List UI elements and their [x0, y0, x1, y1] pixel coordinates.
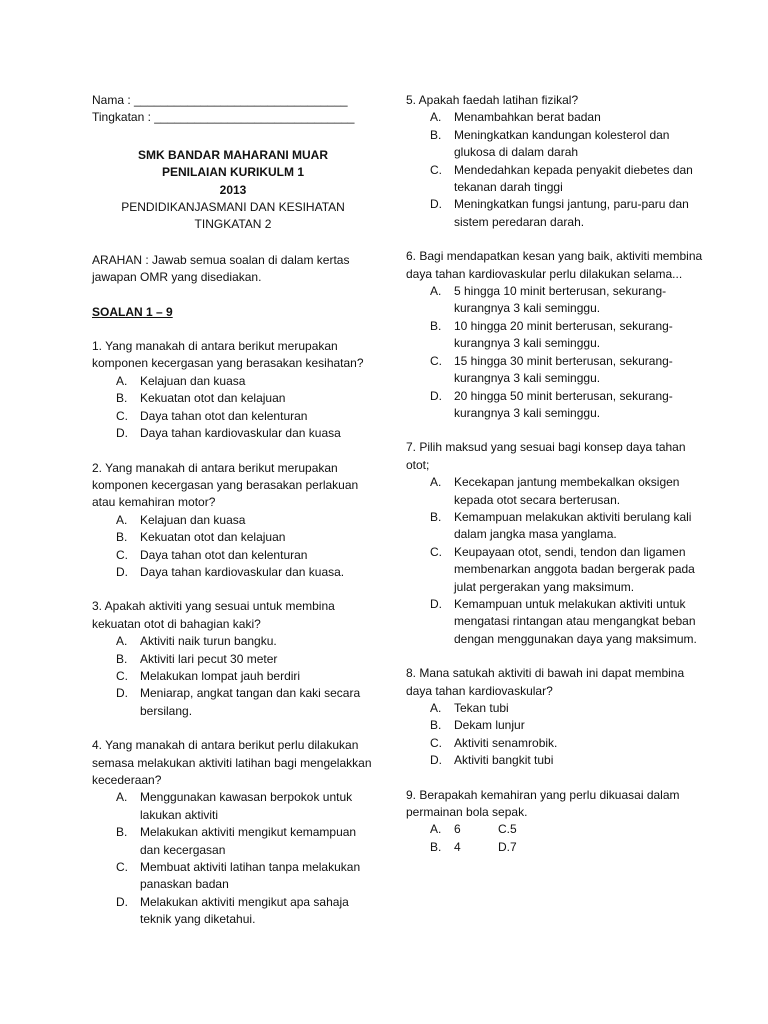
question-4	[92, 737, 374, 928]
question-stem: 4. Yang manakah di antara berikut perlu dilakukan semasa melakukan aktiviti latihan bagi mengelakkan kecederaan?	[92, 738, 372, 787]
option-text: Daya tahan kardiovaskular dan kuasa.	[140, 564, 345, 579]
option-text: Kekuatan otot dan kelajuan	[140, 391, 286, 406]
option-text: Daya tahan otot dan kelenturan	[140, 408, 308, 423]
option-letter: A.	[116, 790, 128, 805]
option-letter: B.	[430, 127, 442, 142]
option-text: Kecekapan jantung membekalkan oksigen kepada otot secara berterusan.	[454, 475, 680, 507]
school-name: SMK BANDAR MAHARANI MUAR	[138, 147, 328, 162]
question-stem: 3. Apakah aktiviti yang sesuai untuk membina kekuatan otot di bahagian kaki?	[92, 599, 335, 631]
option	[406, 283, 706, 318]
question-5	[406, 92, 706, 231]
option-letter: D.	[116, 564, 128, 579]
option	[406, 353, 706, 388]
option-text: 5 hingga 10 minit berterusan, sekurang-kurangnya 3 kali seminggu.	[454, 284, 667, 316]
option-text: 4	[454, 839, 461, 854]
option-text: Menggunakan kawasan berpokok untuk lakukan aktiviti	[140, 790, 353, 822]
exam-name: PENILAIAN KURIKULM 1	[161, 165, 304, 180]
option-text: 20 hingga 50 minit berterusan, sekurang-kurangnya 3 kali seminggu.	[454, 388, 673, 420]
option	[92, 373, 374, 390]
option	[406, 596, 706, 648]
option-letter: A.	[116, 634, 128, 649]
option-text: Aktiviti lari pecut 30 meter	[140, 651, 278, 666]
option-letter: B.	[430, 318, 442, 333]
option	[92, 789, 374, 824]
question-stem: 9. Berapakah kemahiran yang perlu dikuasai dalam permainan bola sepak.	[406, 787, 680, 820]
question-stem: 7. Pilih maksud yang sesuai bagi konsep daya tahan otot;	[406, 440, 686, 472]
option	[406, 700, 706, 717]
option-text: Daya tahan kardiovaskular dan kuasa	[140, 426, 341, 441]
option-text: Daya tahan otot dan kelenturan	[140, 547, 308, 562]
option	[92, 894, 374, 929]
option-text: Kekuatan otot dan kelajuan	[140, 530, 286, 545]
option-text: Melakukan aktiviti mengikut kemampuan dan kecergasan	[140, 825, 357, 857]
option-letter: D.7	[498, 839, 517, 854]
option-letter: D.	[116, 894, 128, 909]
option	[406, 474, 706, 509]
option-text: Kemampuan melakukan aktiviti berulang kali dalam jangka masa yanglama.	[454, 509, 692, 542]
option	[92, 529, 374, 546]
option-letter: A.	[116, 373, 128, 388]
section-title: SOALAN 1 – 9	[92, 304, 173, 319]
form-field: Tingkatan : ______________________________	[92, 110, 355, 125]
option-letter: A.	[430, 110, 442, 125]
option-letter: D.	[116, 426, 128, 441]
option-text: Membuat aktiviti latihan tanpa melakukan panaskan badan	[140, 860, 361, 892]
option-letter: C.	[430, 735, 442, 750]
option-letter: B.	[116, 391, 128, 406]
option-letter: B.	[430, 509, 442, 524]
option-letter: A.	[430, 475, 442, 490]
option	[406, 318, 706, 353]
option	[406, 735, 706, 752]
option	[406, 544, 706, 596]
option	[92, 633, 374, 650]
option-letter: A.	[430, 701, 442, 715]
option-text: Keupayaan otot, sendi, tendon dan ligamen membenarkan anggota badan bergerak pada julat pergerakan yang maksimum.	[454, 544, 695, 594]
option-letter: B.	[116, 825, 128, 840]
option	[92, 859, 374, 894]
option	[406, 109, 706, 126]
option-text: 15 hingga 30 minit berterusan, sekurang-kurangnya 3 kali seminggu.	[454, 353, 673, 386]
option-letter: D.	[430, 596, 442, 611]
name-field: Nama : ________________________________	[92, 93, 348, 107]
option-letter: A.	[430, 284, 442, 299]
question-6	[406, 248, 706, 422]
option-letter: C.5	[498, 822, 517, 837]
option-letter: D.	[430, 753, 442, 768]
option-text: Tekan tubi	[454, 701, 509, 715]
option-text: Melakukan lompat jauh berdiri	[140, 668, 301, 683]
option-letter: D.	[430, 197, 442, 212]
option-letter: D.	[116, 686, 128, 701]
option-letter: B.	[116, 651, 128, 666]
exam-year: 2013	[219, 182, 247, 197]
option-text: 6	[454, 822, 461, 837]
option-letter: C.	[430, 162, 442, 177]
question-7	[406, 439, 706, 648]
option	[406, 196, 706, 231]
option-text: Kelajuan dan kuasa	[140, 373, 246, 388]
form-level: TINGKATAN 2	[194, 217, 272, 232]
option-text: Meningkatkan kandungan kolesterol dan glukosa di dalam darah	[454, 127, 670, 160]
option-text: Kelajuan dan kuasa	[140, 512, 246, 527]
question-3	[92, 598, 374, 720]
option-text: Kemampuan untuk melakukan aktiviti untuk mengatasi rintangan atau mengangkat beban dengan menggunakan daya yang maksimum.	[454, 596, 697, 646]
option	[92, 824, 374, 859]
option-text: Meningkatkan fungsi jantung, paru-paru dan sistem peredaran darah.	[454, 197, 689, 229]
option	[92, 651, 374, 668]
option	[92, 685, 374, 720]
option-letter: C.	[430, 353, 442, 368]
option-letter: B.	[430, 839, 442, 854]
option	[406, 752, 706, 769]
option-letter: C.	[116, 668, 128, 683]
option-letter: C.	[116, 547, 128, 562]
option-letter: B.	[116, 530, 128, 545]
option	[406, 388, 706, 423]
option	[406, 127, 706, 162]
question-stem: 6. Bagi mendapatkan kesan yang baik, aktiviti membina daya tahan kardiovaskular perlu dilakukan selama...	[406, 249, 703, 281]
option-grid	[406, 821, 706, 856]
option-text	[534, 821, 574, 838]
option-letter: B.	[430, 718, 442, 733]
option-letter: D.	[430, 388, 442, 403]
question-9	[406, 787, 706, 857]
question-stem: 1. Yang manakah di antara berikut merupakan komponen kecergasan yang berasakan kesihatan?	[92, 339, 364, 371]
option-letter: C.	[116, 408, 128, 423]
question-stem: 2. Yang manakah di antara berikut merupakan komponen kecergasan yang berasakan perlakuan atau kemahiran motor?	[92, 460, 359, 510]
question-stem: 5. Apakah faedah latihan fizikal?	[406, 93, 579, 107]
option	[92, 390, 374, 407]
option-text: Menambahkan berat badan	[454, 110, 601, 125]
option-text: 10 hingga 20 minit berterusan, sekurang-kurangnya 3 kali seminggu.	[454, 318, 673, 351]
option	[406, 162, 706, 197]
instruction-text: ARAHAN : Jawab semua soalan di dalam kertas jawapan OMR yang disediakan.	[92, 252, 350, 285]
subject-name: PENDIDIKANJASMANI DAN KESIHATAN	[121, 200, 345, 215]
option-text: Melakukan aktiviti mengikut apa sahaja teknik yang diketahui.	[140, 894, 349, 927]
option-text: Meniarap, angkat tangan dan kaki secara bersilang.	[140, 686, 361, 718]
question-2	[92, 460, 374, 582]
option	[406, 509, 706, 544]
option	[92, 408, 374, 425]
option	[92, 512, 374, 529]
question-8	[406, 665, 706, 769]
option-text: Aktiviti naik turun bangku.	[140, 634, 277, 649]
exam-header	[92, 147, 374, 234]
option-text: Aktiviti senamrobik.	[454, 735, 558, 750]
option-text: Dekam lunjur	[454, 718, 525, 733]
right-column	[406, 92, 706, 856]
option	[92, 425, 374, 442]
option	[92, 547, 374, 564]
option	[92, 564, 374, 581]
option-letter: A.	[430, 822, 442, 837]
option-letter: C.	[116, 860, 128, 875]
question-stem: 8. Mana satukah aktiviti di bawah ini dapat membina daya tahan kardiovaskular?	[406, 666, 685, 698]
option-text: Mendedahkan kepada penyakit diebetes dan tekanan darah tinggi	[454, 162, 693, 195]
option-letter: A.	[116, 512, 128, 527]
option-letter: C.	[430, 544, 442, 559]
question-1	[92, 338, 374, 442]
left-column	[92, 92, 374, 929]
option-text: Aktiviti bangkit tubi	[454, 753, 554, 768]
option	[406, 717, 706, 734]
option	[92, 668, 374, 685]
option-text	[534, 839, 574, 856]
